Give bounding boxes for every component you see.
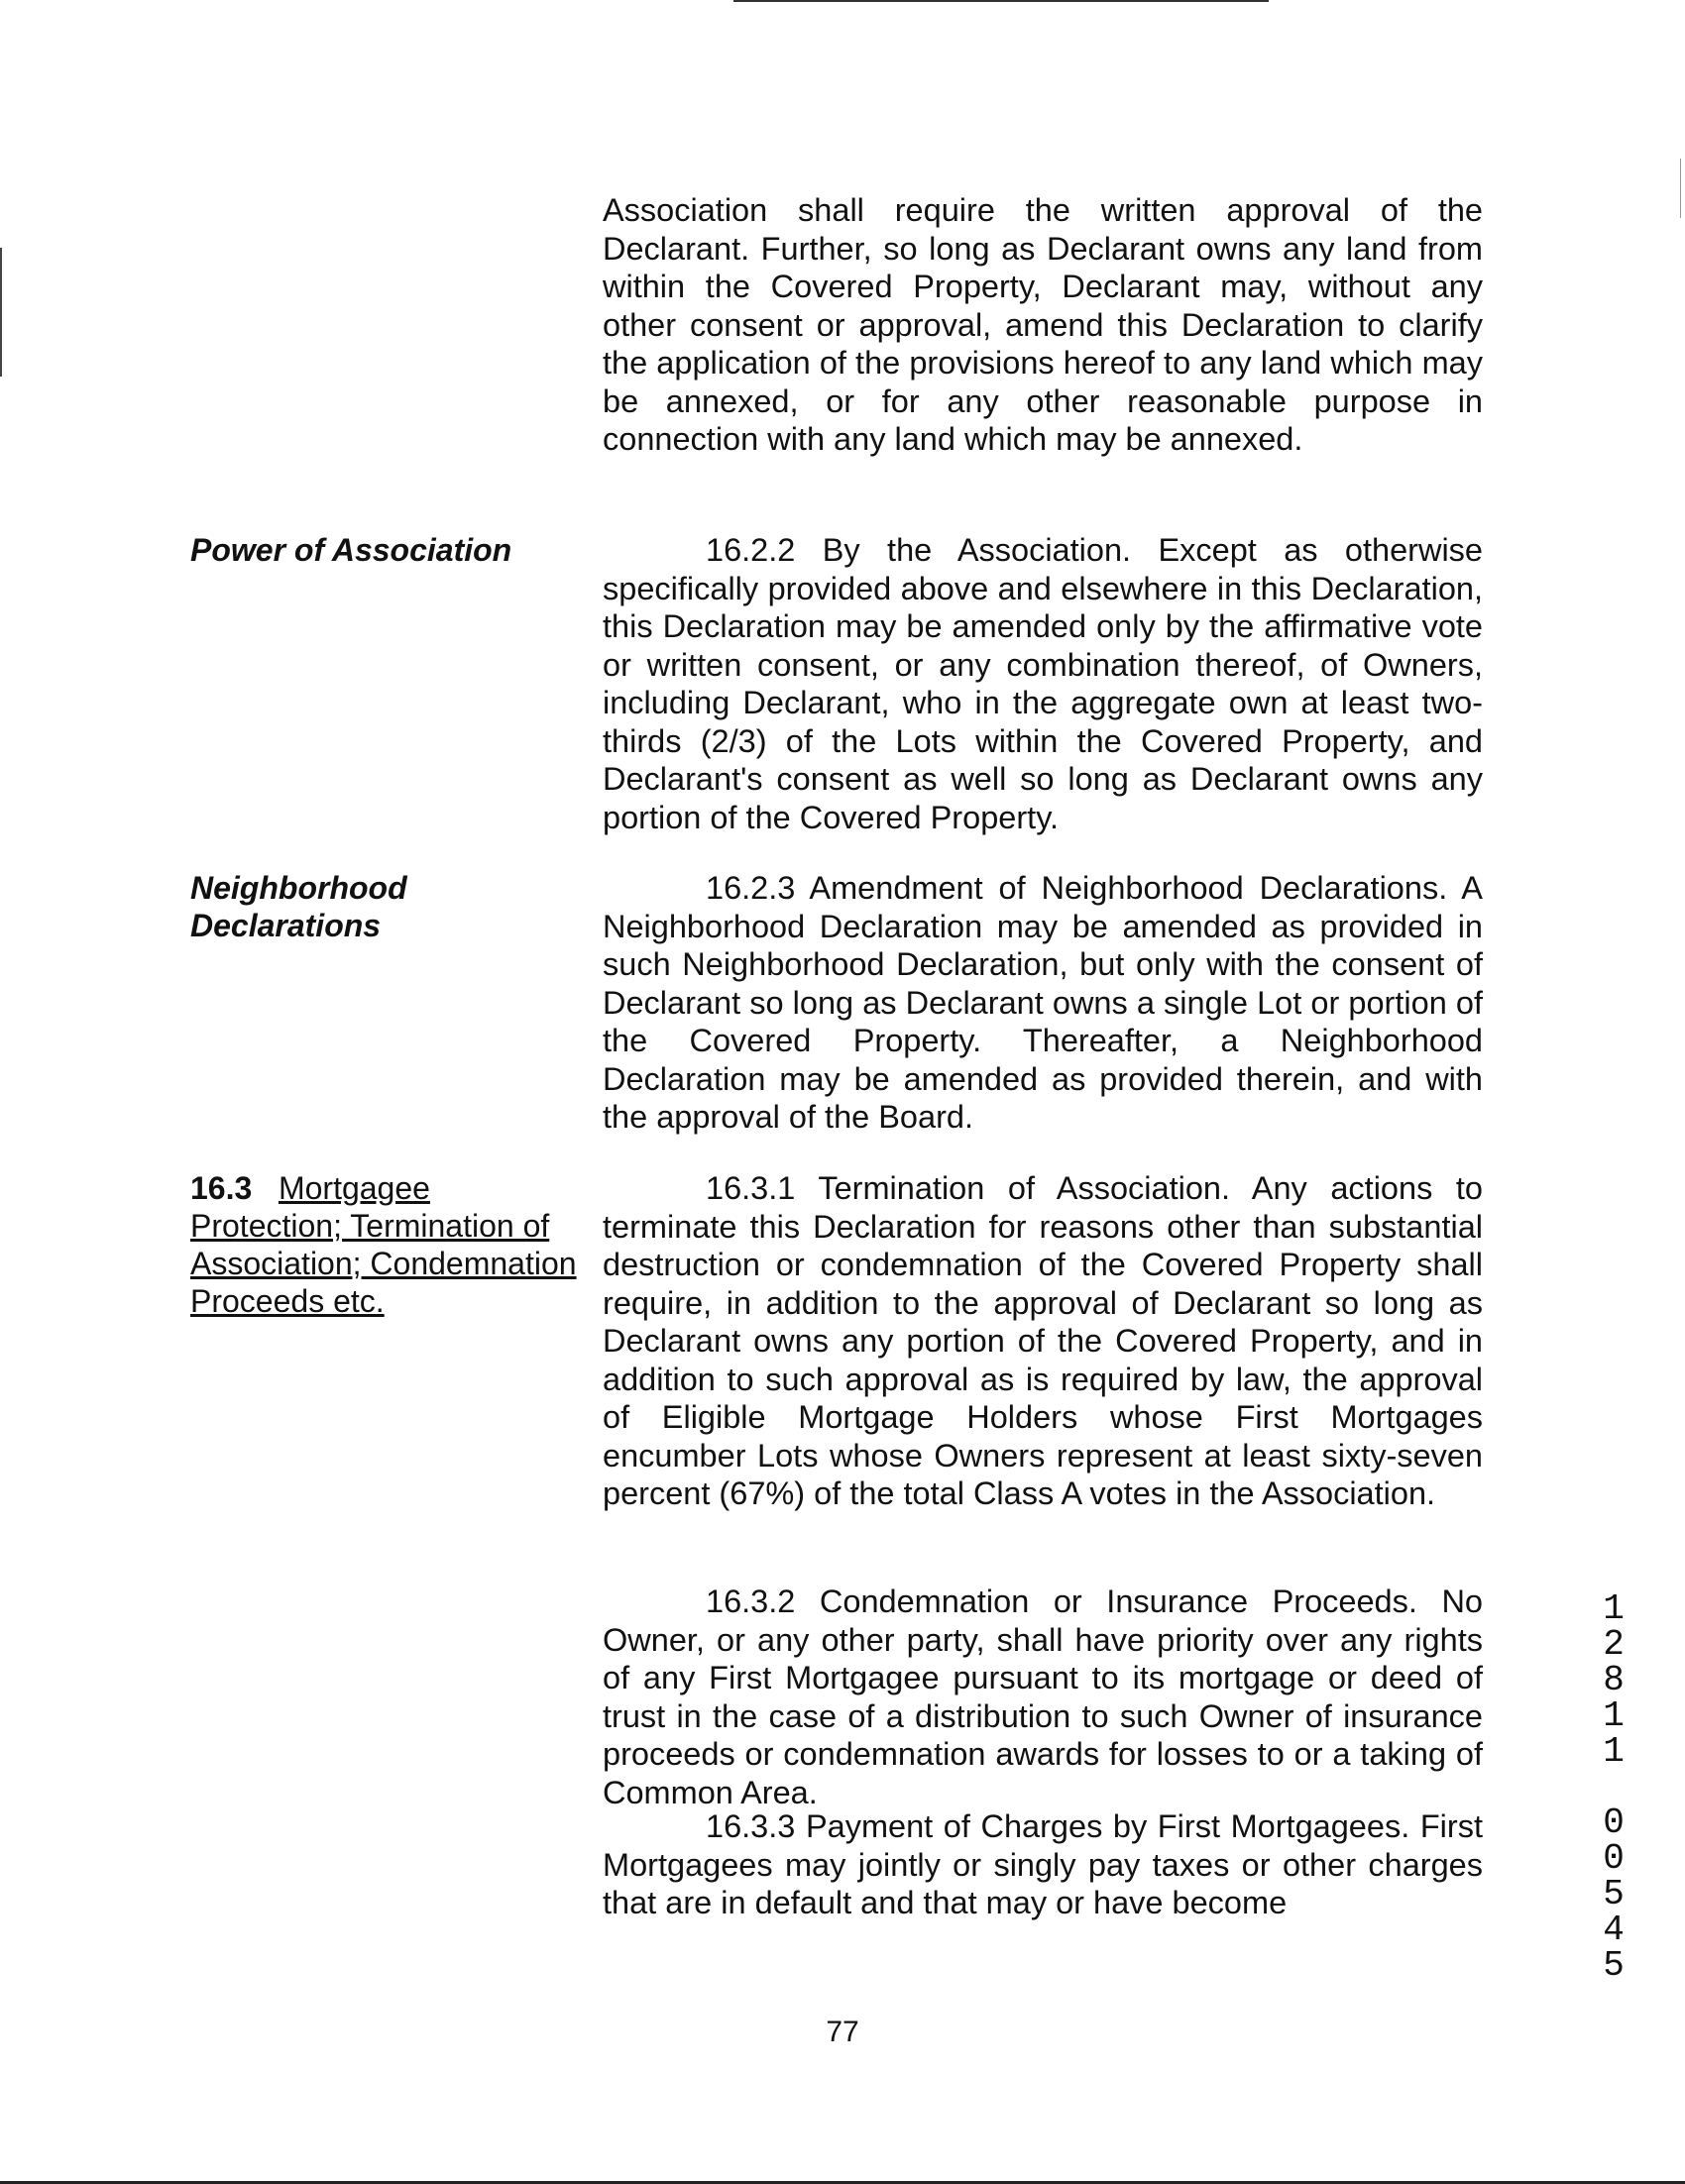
top-rule (733, 0, 1269, 2)
paragraph-16-2-3: 16.2.3 Amendment of Neighborhood Declarations. A Neighborhood Declaration may be amended as provided in such Neighborhood Declaration, but only with the consent of Declarant so long as Declarant owns a single Lot or portion of the Covered Property. Thereafter, a Neighborhood Declaration may be amended as provided therein, and with the approval of the Board. (603, 870, 1483, 1135)
scan-edge-mark (1680, 159, 1681, 218)
bates-digit: 8 (1603, 1660, 1625, 1700)
bates-number-top (1592, 1588, 1635, 1772)
paragraph-16-3-2: 16.3.2 Condemnation or Insurance Proceeds. No Owner, or any other party, shall have priority over any rights of any First Mortgagee pursuant to its mortgage or deed of trust in the case of a distribution to such Owner of insurance proceeds or condemnation awards for losses to or a taking of Common Area. (603, 1583, 1483, 1810)
side-heading-line: Declarations (190, 908, 382, 943)
bates-digit: 1 (1603, 1695, 1625, 1736)
paragraph-16-3-3: 16.3.3 Payment of Charges by First Mortgagees. First Mortgagees may jointly or singly pay taxes or other charges that are in default and that may or have become (603, 1808, 1483, 1920)
bates-digit: 0 (1603, 1838, 1625, 1879)
page-number: 77 (826, 2016, 859, 2048)
side-heading-neighborhood-declarations (190, 869, 577, 944)
section-number: 16.3 (190, 1170, 253, 1206)
side-heading-section-16-3 (190, 1169, 587, 1320)
bates-digit: 1 (1603, 1731, 1625, 1772)
bates-number-bottom (1592, 1802, 1635, 1986)
bates-digit: 4 (1603, 1910, 1625, 1950)
paragraph-16-3-1: 16.3.1 Termination of Association. Any actions to terminate this Declaration for reasons other than substantial destruction or condemnation of the Covered Property shall require, in addition to the approval of Declarant so long as Declarant owns any portion of the Covered Property, and in addition to such approval as is required by law, the approval of Eligible Mortgage Holders whose First Mortgages encumber Lots whose Owners represent at least sixty-seven percent (67%) of the total Class A votes in the Association. (603, 1170, 1483, 1511)
side-heading-power-of-association: Power of Association (190, 532, 512, 568)
bates-digit: 1 (1603, 1588, 1625, 1629)
bates-stamp (1592, 1588, 1635, 1986)
bates-digit: 5 (1603, 1874, 1625, 1914)
paragraph-16-2-2: 16.2.2 By the Association. Except as otherwise specifically provided above and elsewhere in this Declaration, this Declaration may be amended only by the affirmative vote or written consent, or any combination thereof, of Owners, including Declarant, who in the aggregate own at least two-thirds (2/3) of the Lots within the Covered Property, and Declarant's consent as well so long as Declarant owns any portion of the Covered Property. (603, 532, 1483, 835)
side-heading-line: Neighborhood (190, 870, 407, 906)
bates-digit: 5 (1603, 1945, 1625, 1986)
scan-edge-mark (0, 248, 2, 377)
section-title: Mortgagee Protection; Termination of Association; Condemnation Proceeds etc. (190, 1170, 577, 1319)
paragraph-continuation: Association shall require the written approval of the Declarant. Further, so long as Declarant owns any land from within the Covered Property, Declarant may, without any other consent or approval, amend this Declaration to clarify the application of the provisions hereof to any land which may be annexed, or for any other reasonable purpose in connection with any land which may be annexed. (603, 192, 1483, 457)
bates-digit: 0 (1603, 1802, 1625, 1843)
bates-digit: 2 (1603, 1624, 1625, 1665)
